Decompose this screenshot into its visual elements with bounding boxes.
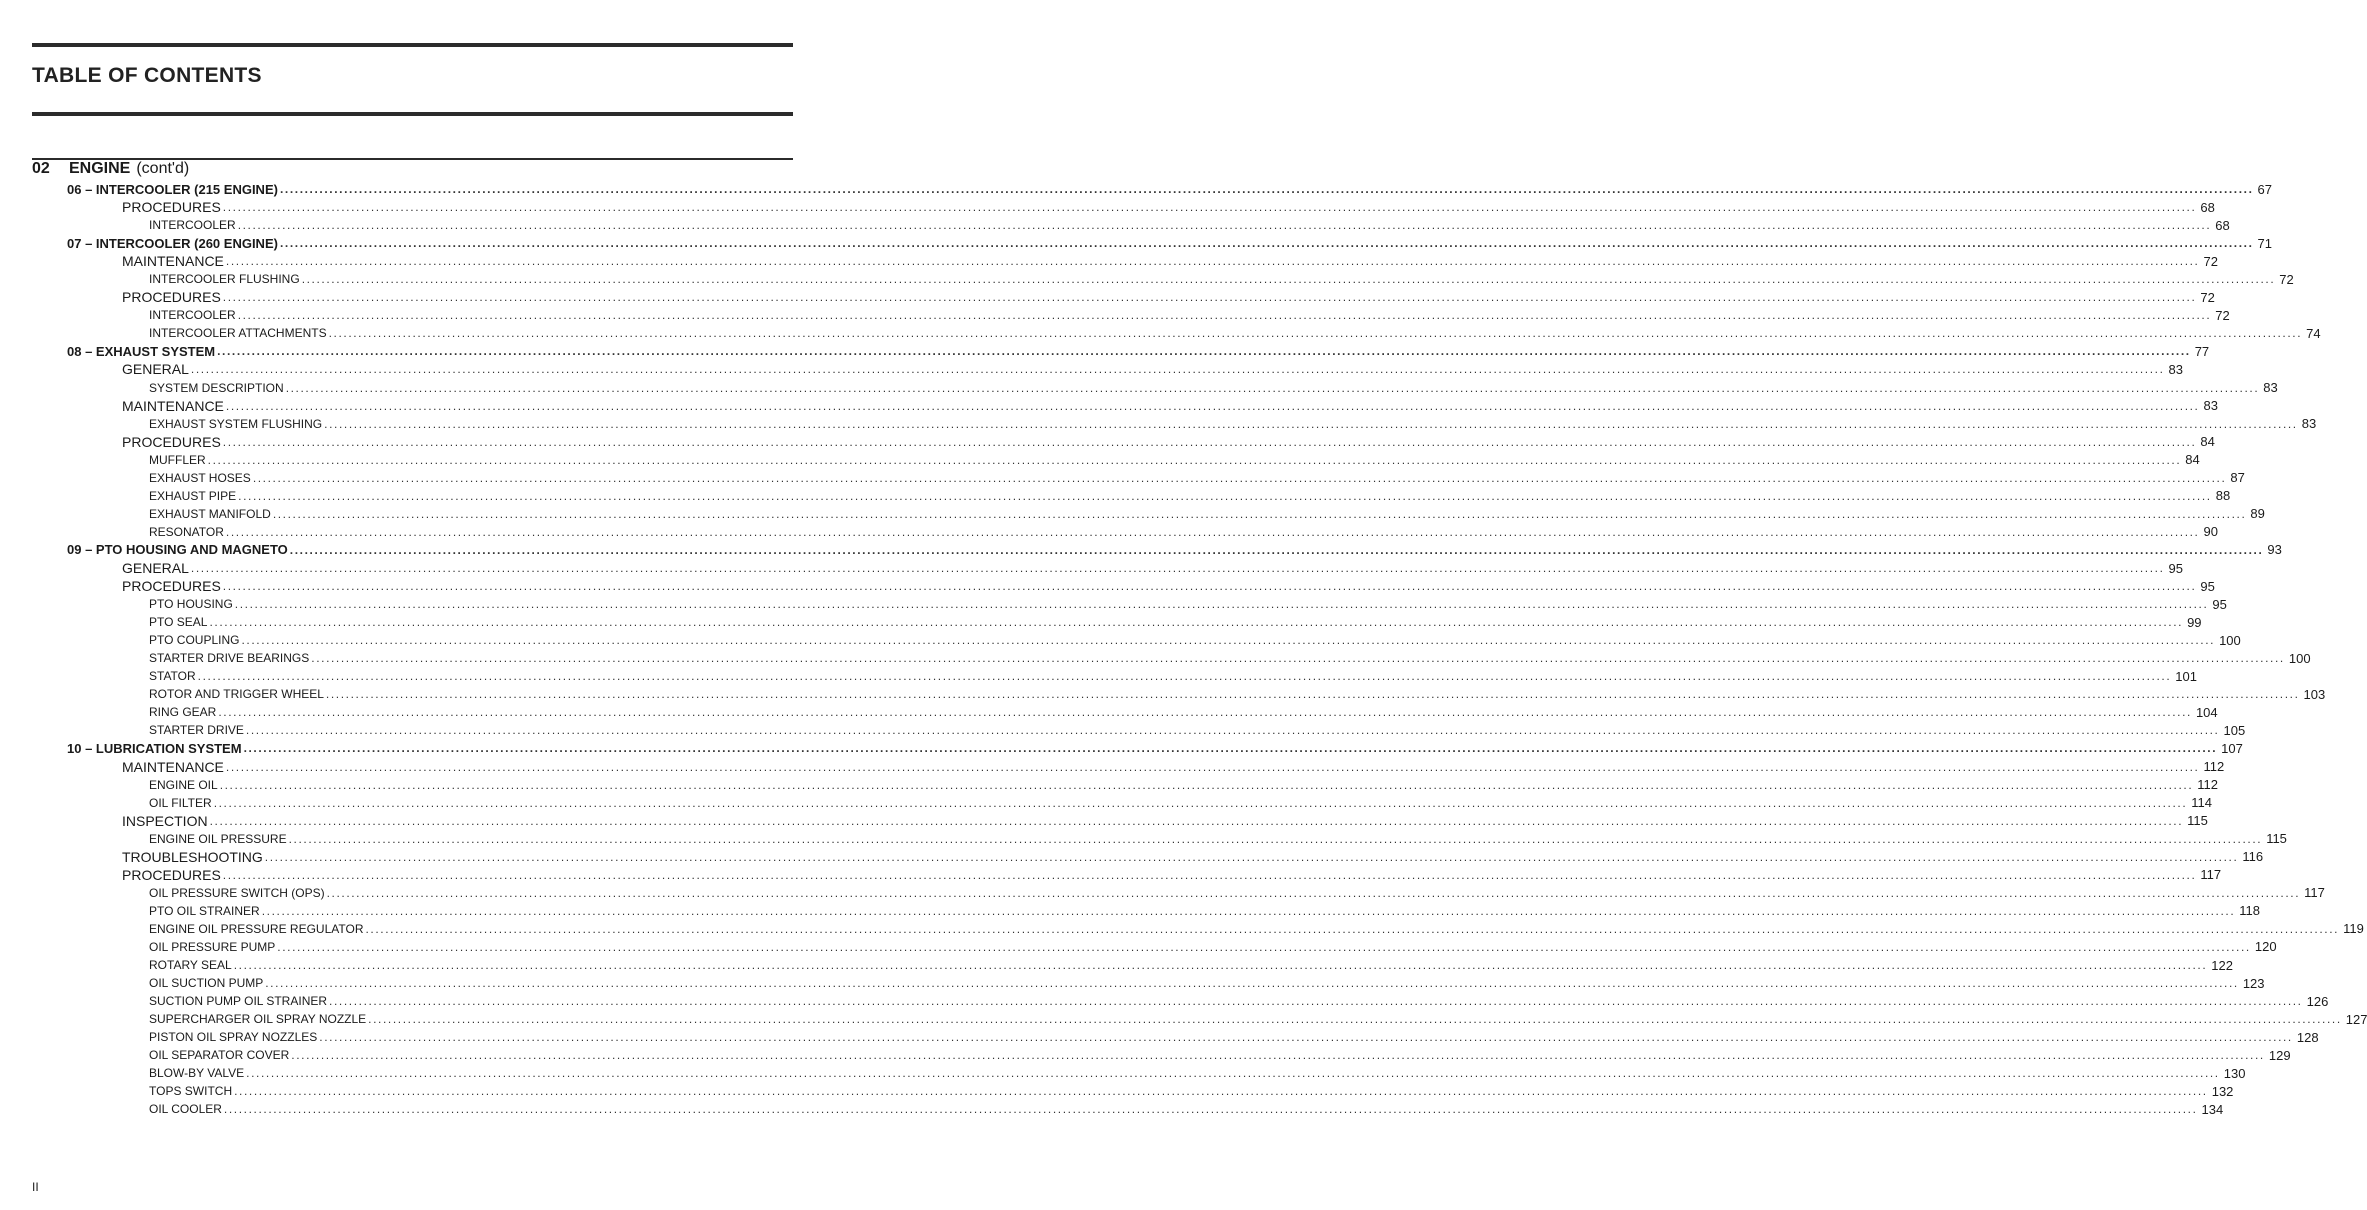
toc-entry[interactable] <box>0 992 2329 1010</box>
toc-entry[interactable] <box>0 541 2282 559</box>
toc-entry[interactable] <box>0 198 2215 216</box>
dot-leader: ................................................................................................................................................................................................................................................................................................................................................................................................................ <box>324 416 2298 431</box>
dot-leader: ................................................................................................................................................................................................................................................................................................................................................................................................................ <box>209 615 2184 630</box>
dot-leader: ................................................................................................................................................................................................................................................................................................................................................................................................................ <box>237 218 2212 233</box>
toc-entry-title: ENGINE OIL <box>149 777 218 792</box>
toc-entry-page: 100 <box>2219 632 2241 648</box>
dot-leader: ................................................................................................................................................................................................................................................................................................................................................................................................................ <box>237 308 2212 323</box>
toc-entry-title: 07 – INTERCOOLER (260 ENGINE) <box>67 235 278 251</box>
toc-entry-title: PROCEDURES <box>122 289 221 306</box>
dot-leader: ................................................................................................................................................................................................................................................................................................................................................................................................................ <box>207 452 2182 467</box>
toc-entry[interactable] <box>0 342 2210 360</box>
toc-entry[interactable] <box>0 866 2222 884</box>
toc-entry-page: 71 <box>2257 235 2273 251</box>
dot-leader: ................................................................................................................................................................................................................................................................................................................................................................................................................ <box>225 398 2200 413</box>
toc-entry[interactable] <box>0 613 2202 631</box>
dot-leader: ................................................................................................................................................................................................................................................................................................................................................................................................................ <box>197 669 2172 684</box>
toc-entry[interactable] <box>0 252 2218 270</box>
toc-entry[interactable] <box>0 180 2273 198</box>
toc-entry[interactable] <box>0 595 2227 613</box>
toc-entry[interactable] <box>0 956 2233 974</box>
dot-leader: ................................................................................................................................................................................................................................................................................................................................................................................................................ <box>301 272 2276 287</box>
toc-entry-title: TROUBLESHOOTING <box>122 848 263 865</box>
toc-entry[interactable] <box>0 703 2218 721</box>
toc-entry-title: MAINTENANCE <box>122 253 224 270</box>
toc-entry-page: 83 <box>2203 398 2218 414</box>
toc-entry-title: EXHAUST SYSTEM FLUSHING <box>149 416 323 431</box>
toc-entry-page: 68 <box>2215 217 2230 233</box>
dot-leader: ................................................................................................................................................................................................................................................................................................................................................................................................................ <box>285 380 2260 395</box>
dot-leader: ................................................................................................................................................................................................................................................................................................................................................................................................................ <box>223 1102 2198 1117</box>
toc-entry-page: 72 <box>2203 253 2218 269</box>
dot-leader: ................................................................................................................................................................................................................................................................................................................................................................................................................ <box>209 813 2184 828</box>
toc-entry-title: 06 – INTERCOOLER (215 ENGINE) <box>67 181 278 197</box>
toc-entry-title: EXHAUST HOSES <box>149 470 251 485</box>
toc-entry-title: RESONATOR <box>149 524 224 539</box>
toc-entry-page: 93 <box>2267 542 2282 558</box>
toc-entry-page: 95 <box>2200 578 2215 594</box>
toc-entry-title: INSPECTION <box>122 812 208 829</box>
toc-entry[interactable] <box>0 1028 2319 1046</box>
toc-entry-title: OIL COOLER <box>149 1102 222 1117</box>
toc-entry-page: 114 <box>2191 795 2213 811</box>
toc-entry-page: 89 <box>2250 506 2265 522</box>
toc-entry-title: OIL PRESSURE PUMP <box>149 939 276 954</box>
toc-entry[interactable] <box>0 379 2278 397</box>
toc-entry-page: 128 <box>2296 1029 2319 1045</box>
toc-entry-page: 130 <box>2223 1065 2246 1081</box>
toc-entry-page: 107 <box>2221 740 2243 756</box>
toc-entry[interactable] <box>0 216 2230 234</box>
dot-leader: ................................................................................................................................................................................................................................................................................................................................................................................................................ <box>243 741 2218 756</box>
toc-entry[interactable] <box>0 306 2230 324</box>
dot-leader: ................................................................................................................................................................................................................................................................................................................................................................................................................ <box>222 579 2197 594</box>
toc-entry-page: 123 <box>2242 975 2265 991</box>
dot-leader: ................................................................................................................................................................................................................................................................................................................................................................................................................ <box>234 1084 2208 1099</box>
toc-entry[interactable] <box>0 451 2200 469</box>
toc-entry[interactable] <box>0 812 2208 830</box>
dot-leader: ................................................................................................................................................................................................................................................................................................................................................................................................................ <box>279 182 2254 197</box>
toc-entry-page: 129 <box>2268 1047 2291 1063</box>
toc-entry[interactable] <box>0 559 2183 577</box>
toc-entry-title: PROCEDURES <box>122 199 221 216</box>
dot-leader: ................................................................................................................................................................................................................................................................................................................................................................................................................ <box>222 867 2197 882</box>
toc-entry-title: SUCTION PUMP OIL STRAINER <box>149 994 328 1009</box>
toc-entry-page: 88 <box>2215 488 2231 504</box>
toc-entry-page: 105 <box>2223 722 2246 738</box>
toc-entry[interactable] <box>0 884 2325 902</box>
dot-leader: ................................................................................................................................................................................................................................................................................................................................................................................................................ <box>190 561 2165 575</box>
toc-entry[interactable] <box>0 1100 2224 1118</box>
toc-entry-title: SYSTEM DESCRIPTION <box>149 380 284 395</box>
toc-entry-page: 112 <box>2197 777 2219 793</box>
dot-leader: ................................................................................................................................................................................................................................................................................................................................................................................................................ <box>329 994 2303 1009</box>
toc-entry-page: 74 <box>2306 325 2321 341</box>
toc-entry-title: PTO HOUSING <box>149 597 233 612</box>
dot-leader: ................................................................................................................................................................................................................................................................................................................................................................................................................ <box>291 1048 2265 1063</box>
toc-entry-page: 120 <box>2254 939 2277 955</box>
toc-entry-title: OIL SEPARATOR COVER <box>149 1048 290 1063</box>
toc-entry-page: 72 <box>2215 307 2230 323</box>
dot-leader: ................................................................................................................................................................................................................................................................................................................................................................................................................ <box>225 254 2200 269</box>
toc-entry-title: STARTER DRIVE <box>149 723 244 738</box>
toc-entry[interactable] <box>0 1082 2234 1100</box>
toc-entry-title: PTO OIL STRAINER <box>149 903 260 918</box>
toc-entry-title: PISTON OIL SPRAY NOZZLES <box>149 1030 318 1045</box>
toc-entry[interactable] <box>0 324 2321 342</box>
dot-leader: ................................................................................................................................................................................................................................................................................................................................................................................................................ <box>261 903 2236 918</box>
toc-entry-title: RING GEAR <box>149 705 217 720</box>
dot-leader: ................................................................................................................................................................................................................................................................................................................................................................................................................ <box>238 488 2212 503</box>
toc-entry[interactable] <box>0 758 2225 776</box>
toc-entry[interactable] <box>0 234 2273 252</box>
toc-entry-page: 77 <box>2194 343 2210 359</box>
dot-leader: ................................................................................................................................................................................................................................................................................................................................................................................................................ <box>264 849 2239 864</box>
toc-entry-page: 104 <box>2195 704 2218 720</box>
dot-leader: ................................................................................................................................................................................................................................................................................................................................................................................................................ <box>234 597 2209 612</box>
toc-entry[interactable] <box>0 649 2311 667</box>
toc-entry-page: 90 <box>2203 524 2218 540</box>
toc-entry-title: BLOW-BY VALVE <box>149 1066 245 1081</box>
toc-entry[interactable] <box>0 685 2326 703</box>
toc-entry[interactable] <box>0 776 2219 794</box>
toc-entry-title: 08 – EXHAUST SYSTEM <box>67 343 216 359</box>
toc-entry[interactable] <box>0 830 2287 848</box>
toc-entry[interactable] <box>0 523 2218 541</box>
toc-entry-title: PROCEDURES <box>122 578 221 595</box>
dot-leader: ................................................................................................................................................................................................................................................................................................................................................................................................................ <box>326 885 2301 900</box>
toc-entry-title: OIL PRESSURE SWITCH (OPS) <box>149 885 325 900</box>
toc-entry[interactable] <box>0 469 2245 487</box>
toc-entry-title: TOPS SWITCH <box>149 1084 233 1099</box>
dot-leader: ................................................................................................................................................................................................................................................................................................................................................................................................................ <box>279 236 2254 251</box>
toc-entry[interactable] <box>0 974 2265 992</box>
toc-entry-page: 95 <box>2168 560 2183 576</box>
toc-entry-title: INTERCOOLER <box>149 218 236 233</box>
toc-entry-page: 100 <box>2288 650 2311 666</box>
toc-entry[interactable] <box>0 1010 2367 1028</box>
toc-entry-page: 67 <box>2257 181 2273 197</box>
toc-entry-title: PROCEDURES <box>122 433 221 450</box>
dot-leader: ................................................................................................................................................................................................................................................................................................................................................................................................................ <box>241 633 2216 648</box>
dot-leader: ................................................................................................................................................................................................................................................................................................................................................................................................................ <box>225 759 2200 774</box>
toc-entry[interactable] <box>0 721 2246 739</box>
toc-entry-page: 84 <box>2200 434 2215 450</box>
toc-entry-page: 115 <box>2187 813 2208 829</box>
dot-leader: ................................................................................................................................................................................................................................................................................................................................................................................................................ <box>265 976 2239 991</box>
toc-entry[interactable] <box>0 739 2243 757</box>
toc-entry-title: STARTER DRIVE BEARINGS <box>149 651 310 666</box>
toc-entry-title: ROTARY SEAL <box>149 958 232 973</box>
toc-entry[interactable] <box>0 938 2277 956</box>
dot-leader: ................................................................................................................................................................................................................................................................................................................................................................................................................ <box>368 1012 2342 1027</box>
dot-leader: ................................................................................................................................................................................................................................................................................................................................................................................................................ <box>328 326 2303 341</box>
toc-entry-title: STATOR <box>149 669 196 684</box>
toc-entry[interactable] <box>0 920 2364 938</box>
toc-entry-page: 103 <box>2303 686 2326 702</box>
toc-entry[interactable] <box>0 631 2241 649</box>
dot-leader: ................................................................................................................................................................................................................................................................................................................................................................................................................ <box>222 434 2197 449</box>
toc-entry-page: 83 <box>2168 361 2183 377</box>
toc-entry-page: 127 <box>2345 1011 2367 1027</box>
toc-entry[interactable] <box>0 577 2215 595</box>
toc-entry-title: ENGINE OIL PRESSURE REGULATOR <box>149 921 364 936</box>
dot-leader: ................................................................................................................................................................................................................................................................................................................................................................................................................ <box>272 506 2247 521</box>
toc-entry-title: GENERAL <box>122 361 189 378</box>
dot-leader: ................................................................................................................................................................................................................................................................................................................................................................................................................ <box>252 470 2227 485</box>
toc-entry-title: INTERCOOLER <box>149 308 236 323</box>
toc-entry-title: EXHAUST MANIFOLD <box>149 506 271 521</box>
toc-entry-page: 117 <box>2304 885 2325 901</box>
dot-leader: ................................................................................................................................................................................................................................................................................................................................................................................................................ <box>289 542 2264 557</box>
top-rule <box>32 43 793 47</box>
toc-entry-page: 83 <box>2301 416 2317 432</box>
toc-entry-title: INTERCOOLER FLUSHING <box>149 272 300 287</box>
dot-leader: ................................................................................................................................................................................................................................................................................................................................................................................................................ <box>219 777 2194 792</box>
toc-entry-page: 118 <box>2239 903 2261 919</box>
toc-entry-title: ROTOR AND TRIGGER WHEEL <box>149 687 324 702</box>
toc-entry-title: PROCEDURES <box>122 866 221 883</box>
toc-entry[interactable] <box>0 1046 2291 1064</box>
dot-leader: ................................................................................................................................................................................................................................................................................................................................................................................................................ <box>365 921 2340 936</box>
toc-entry[interactable] <box>0 415 2317 433</box>
dot-leader: ................................................................................................................................................................................................................................................................................................................................................................................................................ <box>190 362 2165 377</box>
toc-entry[interactable] <box>0 505 2265 523</box>
dot-leader: ................................................................................................................................................................................................................................................................................................................................................................................................................ <box>325 687 2300 702</box>
toc-entry-page: 68 <box>2200 199 2215 215</box>
toc-entry-title: PTO SEAL <box>149 615 208 630</box>
dot-leader: ................................................................................................................................................................................................................................................................................................................................................................................................................ <box>311 651 2285 666</box>
toc-entry-title: ENGINE OIL PRESSURE <box>149 831 287 846</box>
dot-leader: ................................................................................................................................................................................................................................................................................................................................................................................................................ <box>277 939 2251 954</box>
toc-entry[interactable] <box>0 902 2261 920</box>
dot-leader: ................................................................................................................................................................................................................................................................................................................................................................................................................ <box>222 200 2197 215</box>
toc-entry-title: PTO COUPLING <box>149 633 240 648</box>
toc-entry-page: 72 <box>2200 289 2215 305</box>
section-name: ENGINE <box>69 160 131 177</box>
toc-entry-page: 99 <box>2187 614 2202 630</box>
toc-entry-page: 83 <box>2263 380 2278 396</box>
toc-entry-title: EXHAUST PIPE <box>149 488 237 503</box>
title-rule <box>32 112 793 116</box>
toc-entry-page: 112 <box>2203 759 2225 775</box>
dot-leader: ................................................................................................................................................................................................................................................................................................................................................................................................................ <box>222 290 2197 305</box>
toc-entry[interactable] <box>0 270 2294 288</box>
dot-leader: ................................................................................................................................................................................................................................................................................................................................................................................................................ <box>218 705 2192 720</box>
dot-leader: ................................................................................................................................................................................................................................................................................................................................................................................................................ <box>225 524 2200 539</box>
page-title: TABLE OF CONTENTS <box>32 64 262 87</box>
toc-list <box>0 180 2367 1118</box>
dot-leader: ................................................................................................................................................................................................................................................................................................................................................................................................................ <box>213 795 2188 810</box>
toc-entry-title: INTERCOOLER ATTACHMENTS <box>149 326 327 341</box>
toc-entry-title: MUFFLER <box>149 452 206 467</box>
toc-entry-page: 84 <box>2185 452 2200 468</box>
toc-entry-page: 132 <box>2211 1083 2234 1099</box>
footer-page-number: II <box>32 1180 39 1194</box>
toc-entry-page: 117 <box>2200 867 2222 883</box>
section-number: 02 <box>32 160 50 177</box>
toc-entry-page: 119 <box>2343 921 2364 937</box>
section-continued: (cont'd) <box>136 160 190 177</box>
toc-entry[interactable] <box>0 1064 2246 1082</box>
dot-leader: ................................................................................................................................................................................................................................................................................................................................................................................................................ <box>245 723 2220 738</box>
toc-entry-page: 101 <box>2175 668 2197 684</box>
toc-entry-title: OIL SUCTION PUMP <box>149 976 264 991</box>
dot-leader: ................................................................................................................................................................................................................................................................................................................................................................................................................ <box>233 958 2208 973</box>
toc-entry[interactable] <box>0 794 2213 812</box>
toc-entry-title: GENERAL <box>122 560 189 576</box>
toc-entry-page: 116 <box>2242 849 2264 865</box>
toc-entry-title: MAINTENANCE <box>122 397 224 414</box>
toc-entry-page: 95 <box>2212 596 2227 612</box>
dot-leader: ................................................................................................................................................................................................................................................................................................................................................................................................................ <box>319 1030 2293 1045</box>
dot-leader: ................................................................................................................................................................................................................................................................................................................................................................................................................ <box>217 344 2191 359</box>
toc-entry[interactable] <box>0 848 2264 866</box>
toc-entry[interactable] <box>0 667 2197 685</box>
toc-entry-page: 87 <box>2230 470 2245 486</box>
toc-entry-page: 126 <box>2306 993 2329 1009</box>
toc-entry[interactable] <box>0 360 2183 378</box>
section-heading <box>32 160 189 180</box>
toc-entry[interactable] <box>0 397 2218 415</box>
toc-entry-title: 10 – LUBRICATION SYSTEM <box>67 740 242 756</box>
toc-entry[interactable] <box>0 433 2215 451</box>
dot-leader: ................................................................................................................................................................................................................................................................................................................................................................................................................ <box>288 831 2263 846</box>
toc-entry-page: 122 <box>2211 957 2233 973</box>
toc-entry-title: MAINTENANCE <box>122 758 224 775</box>
toc-entry-title: 09 – PTO HOUSING AND MAGNETO <box>67 542 288 558</box>
dot-leader: ................................................................................................................................................................................................................................................................................................................................................................................................................ <box>246 1066 2220 1081</box>
toc-entry-title: OIL FILTER <box>149 795 212 810</box>
toc-entry[interactable] <box>0 487 2231 505</box>
toc-entry-title: SUPERCHARGER OIL SPRAY NOZZLE <box>149 1012 367 1027</box>
toc-entry-page: 115 <box>2266 831 2287 847</box>
toc-entry-page: 134 <box>2201 1101 2224 1117</box>
toc-entry-page: 72 <box>2279 271 2294 287</box>
toc-entry[interactable] <box>0 288 2215 306</box>
